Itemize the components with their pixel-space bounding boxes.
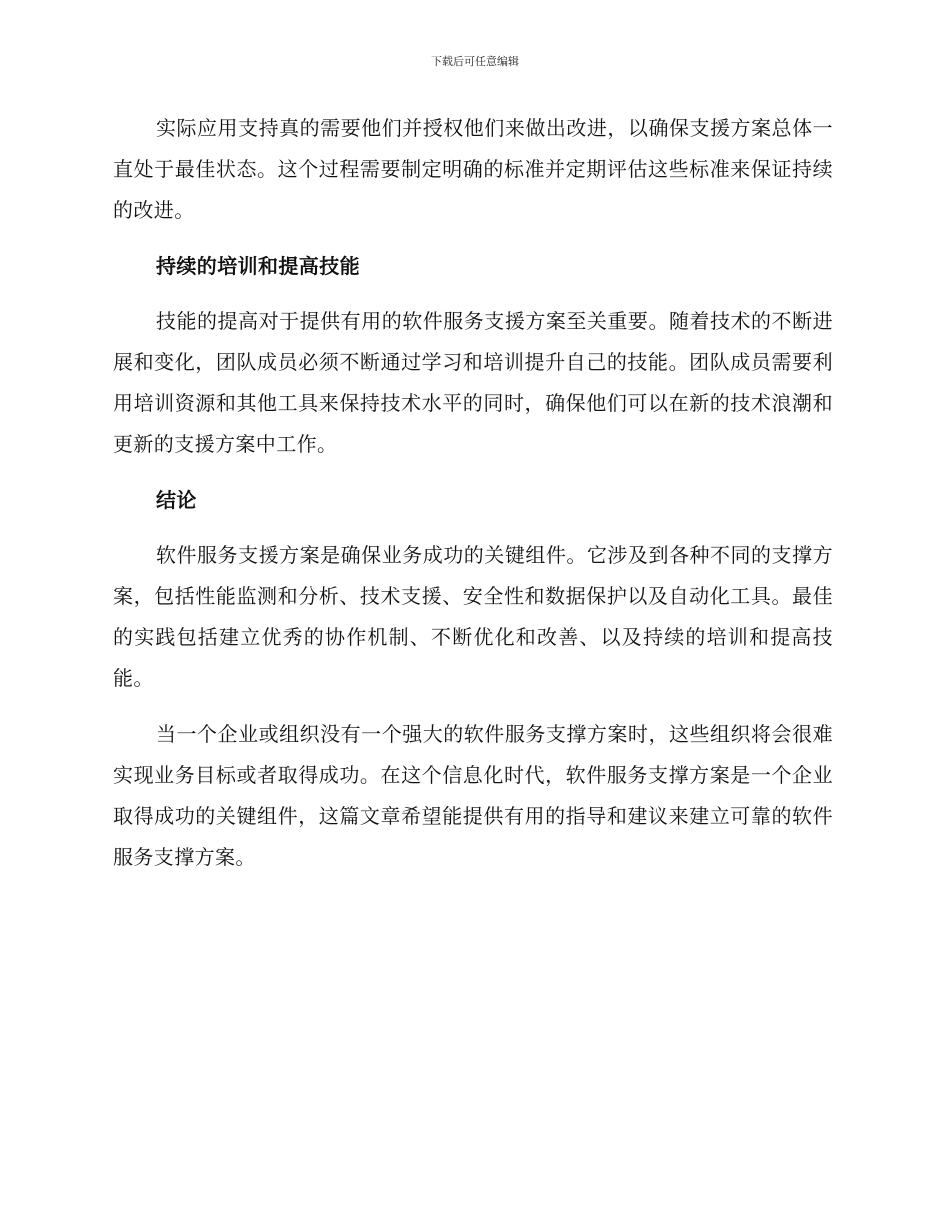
paragraph-training: 技能的提高对于提供有用的软件服务支援方案至关重要。随着技术的不断进展和变化，团队成员必须不断通过学习和培训提升自己的技能。团队成员需要利用培训资源和其他工具来保持技术水平的同时，确保他们可以在新的技术浪潮和更新的支援方案中工作。 [113, 309, 833, 456]
document-body [113, 108, 833, 893]
paragraph-conclusion: 软件服务支援方案是确保业务成功的关键组件。它涉及到各种不同的支撑方案，包括性能监测和分析、技术支援、安全性和数据保护以及自动化工具。最佳的实践包括建立优秀的协作机制、不断优化和改善、以及持续的培训和提高技能。 [113, 543, 833, 690]
header-note: 下载后可任意编辑 [431, 55, 519, 68]
paragraph-improvement: 实际应用支持真的需要他们并授权他们来做出改进，以确保支援方案总体一直处于最佳状态。这个过程需要制定明确的标准并定期评估这些标准来保证持续的改进。 [113, 116, 833, 222]
heading-training: 持续的培训和提高技能 [156, 254, 360, 278]
paragraph-closing: 当一个企业或组织没有一个强大的软件服务支撑方案时，这些组织将会很难实现业务目标或者取得成功。在这个信息化时代，软件服务支撑方案是一个企业取得成功的关键组件，这篇文章希望能提供有用的指导和建议来建立可靠的软件服务支撑方案。 [113, 722, 833, 869]
heading-conclusion: 结论 [156, 488, 197, 512]
